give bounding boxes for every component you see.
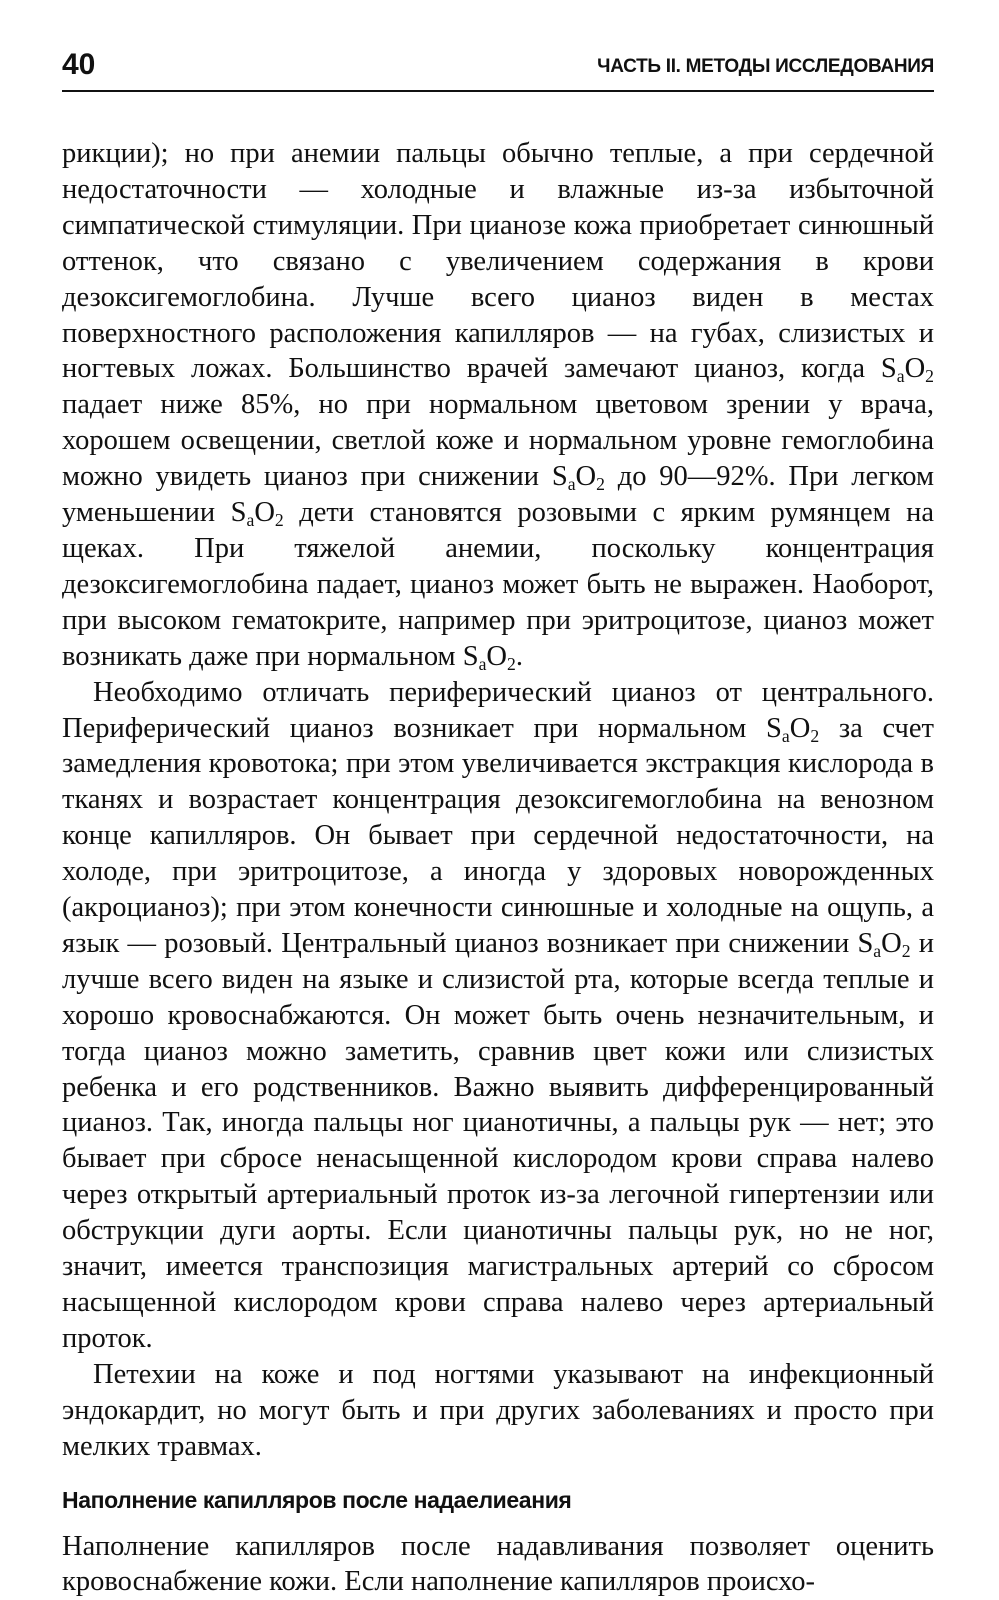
subscript-a: a (781, 725, 790, 746)
paragraph-capillary-refill: Наполнение капилляров после надавливания позволяет оценить кровоснабжение кожи. Если наполнение капилляров происхо- (62, 1530, 934, 1598)
subscript-2: 2 (901, 940, 911, 961)
book-page (62, 44, 934, 1600)
text-run: Необходимо отличать периферический цианоз от центрального. Периферический цианоз возникает при нормальном (62, 676, 934, 744)
text-run: . (515, 640, 523, 672)
subscript-a: a (873, 940, 882, 961)
text-run: дети становятся розовыми с ярким румянцем на щеках. При тяжелой анемии, поскольку концентрация дезоксигемоглобина падает, цианоз может быть не выражен. Наоборот, при высоком гематокрите, например при эритроцитозе, цианоз может возникать даже при нормальном (62, 497, 934, 672)
text-run: падает ниже 85%, но при нормальном цветовом зрении у врача, хорошем освещении, светлой коже и нормальном уровне гемоглобина можно увидеть цианоз при снижении (62, 389, 934, 493)
subscript-a: a (896, 366, 905, 387)
subscript-2: 2 (274, 510, 284, 530)
subscript-a: a (478, 653, 487, 674)
page-number: 40 (62, 48, 96, 81)
paragraph-peripheral-central: Необходимо отличать периферический цианоз от центрального. Периферический цианоз возникает при нормальном $S_aO_2$ за счет замедления кровотока; при этом увеличивается экстракция кислорода в тканях и возрастает концентрация дезоксигемоглобина на венозном конце капилляров. Он бывает при сердечной недостаточности, на холоде, при эритроцитозе, а иногда у здоровых новорожденных (акроцианоз); при этом конечности синюшные и холодные на ощупь, а язык — розовый. Центральный цианоз возникает при снижении $S_aO_2$ и лучше всего виден на языке и слизистой рта, которые всегда теплые и хорошо кровоснабжаются. Он может быть очень незначительным, и тогда цианоз можно заметить, сравнив цвет кожи или слизистых ребенка и его родственников. Важно выявить дифференцированный цианоз. Так, иногда пальцы ног цианотичны, а пальцы рук — нет; это бывает при сбросе ненасыщенной кислородом крови справа налево через открытый артериальный проток из-за легочной гипертензии или обструкции дуги аорты. Если цианотичны пальцы рук, но не ног, значит, имеется транспозиция магистральных артерий со сбросом насыщенной кислородом крови справа налево через артериальный проток. (62, 676, 934, 1354)
subscript-2: 2 (507, 653, 516, 674)
subscript-a: a (567, 474, 576, 495)
text-run: рикции); но при анемии пальцы обычно теплые, а при сердечной недостаточности — холодные и влажные из-за избыточной симпатической стимуляции. При цианозе кожа приобретает синюшный оттенок, что связано с увеличением содержания в крови дезоксигемоглобина. Лучше всего цианоз виден в местах поверхностного расположения капилляров — на губах, слизистых и ногтевых ложах. Большинство врачей замечают цианоз, когда (62, 138, 934, 385)
section-title: ЧАСТЬ II. МЕТОДЫ ИССЛЕДОВАНИЯ (597, 56, 934, 77)
subscript-2: 2 (596, 474, 605, 495)
subheading-capillary-refill: Наполнение капилляров после надаелиеания (62, 1486, 572, 1513)
running-header (62, 44, 934, 92)
subscript-a: a (246, 510, 255, 530)
subscript-2: 2 (810, 725, 820, 746)
paragraph-cyanosis-intro: рикции); но при анемии пальцы обычно теплые, а при сердечной недостаточности — холодные и влажные из-за избыточной симпатической стимуляции. При цианозе кожа приобретает синюшный оттенок, что связано с увеличением содержания в крови дезоксигемоглобина. Лучше всего цианоз виден в местах поверхностного расположения капилляров — на губах, слизистых и ногтевых ложах. Большинство врачей замечают цианоз, когда $S_aO_2$ падает ниже 85%, но при нормальном цветовом зрении у врача, хорошем освещении, светлой коже и нормальном уровне гемоглобина можно увидеть цианоз при снижении $S_aO_2$ до 90—92%. При легком уменьшении $S_aO_2$ дети становятся розовыми с ярким румянцем на щеках. При тяжелой анемии, поскольку концентрация дезоксигемоглобина падает, цианоз может быть не выражен. Наоборот, при высоком гематокрите, например при эритроцитозе, цианоз может возникать даже при нормальном $S_aO_2$. (62, 138, 935, 674)
subscript-2: 2 (925, 366, 934, 387)
text-run: за счет замедления кровотока; при этом увеличивается экстракция кислорода в тканях и возрастает концентрация дезоксигемоглобина на венозном конце капилляров. Он бывает при сердечной недостаточности, на холоде, при эритроцитозе, а иногда у здоровых новорожденных (акроцианоз); при этом конечности синюшные и холодные на ощупь, а язык — розовый. Центральный цианоз возникает при снижении (62, 712, 934, 959)
body-text (62, 136, 934, 1465)
text-run: и лучше всего виден на языке и слизистой рта, которые всегда теплые и хорошо кровоснабжаются. Он может быть очень незначительным, и тогда цианоз можно заметить, сравнив цвет кожи или слизистых ребенка и его родственников. Важно выявить дифференцированный цианоз. Так, иногда пальцы ног цианотичны, а пальцы рук — нет; это бывает при сбросе ненасыщенной кислородом крови справа налево через открытый артериальный проток из-за легочной гипертензии или обструкции дуги аорты. Если цианотичны пальцы рук, но не ног, значит, имеется транспозиция магистральных артерий со сбросом насыщенной кислородом крови справа налево через артериальный проток. (62, 927, 934, 1354)
text-run: до 90—92%. При легком уменьшении (62, 461, 935, 529)
paragraph-petechiae: Петехии на коже и под ногтями указывают на инфекционный эндокардит, но могут быть и при других заболеваниях и просто при мелких травмах. (62, 1358, 934, 1462)
